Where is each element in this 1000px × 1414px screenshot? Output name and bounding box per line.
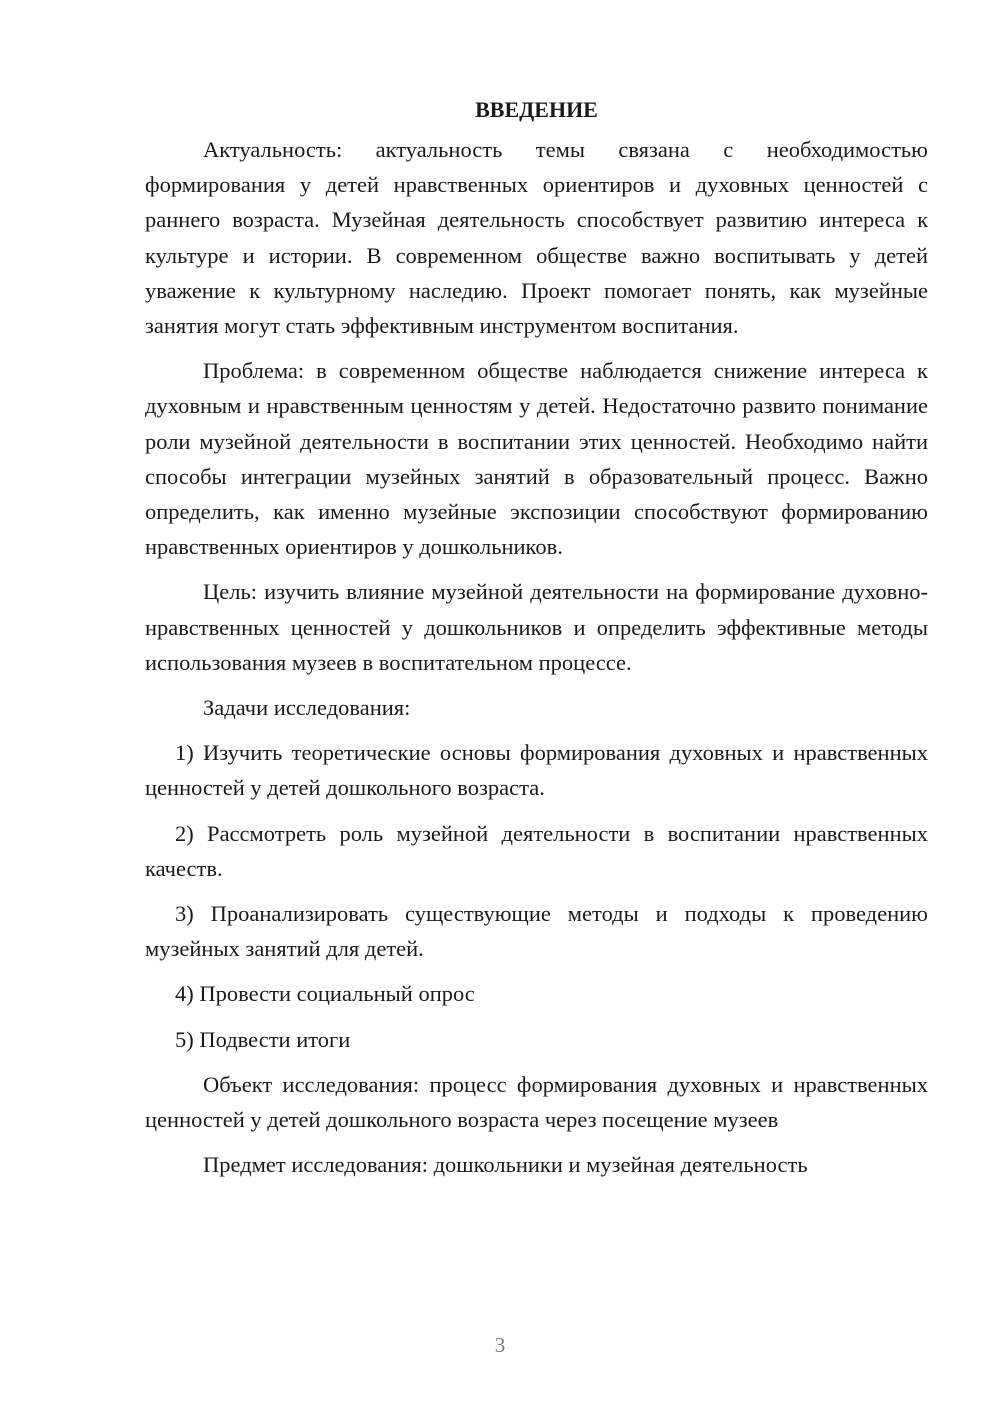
task-item-1: 1) Изучить теоретические основы формирования духовных и нравственных ценностей у детей дошкольного возраста.: [145, 740, 928, 801]
goal-paragraph: Цель: изучить влияние музейной деятельности на формирование духовно-нравственных ценностей у дошкольников и определить эффективные методы использования музеев в воспитательном процессе.: [145, 579, 928, 675]
relevance-paragraph: Актуальность: актуальность темы связана с необходимостью формирования у детей нравственных ориентиров и духовных ценностей с раннего возраста. Музейная деятельность способствует развитию интереса к культуре и истории. В современном обществе важно воспитывать у детей уважение к культурному наследию. Проект помогает понять, как музейные занятия могут стать эффективным инструментом воспитания.: [145, 137, 928, 339]
page-number: 3: [494, 1333, 506, 1357]
object-paragraph: Объект исследования: процесс формирования духовных и нравственных ценностей у детей дошкольного возраста через посещение музеев: [145, 1071, 928, 1133]
problem-paragraph: Проблема: в современном обществе наблюдается снижение интереса к духовным и нравственным ценностям у детей. Недостаточно развито понимание роли музейной деятельности в воспитании этих ценностей. Необходимо найти способы интеграции музейных занятий в образовательный процесс. Важно определить, как именно музейные экспозиции способствуют формированию нравственных ориентиров у дошкольников.: [145, 358, 928, 560]
section-title: ВВЕДЕНИЕ: [475, 97, 598, 122]
task-item-3: 3) Проанализировать существующие методы и подходы к проведению музейных занятий для детей.: [145, 901, 928, 962]
task-item-5: 5) Подвести итоги: [175, 1026, 351, 1052]
document-page: [145, 92, 928, 1182]
task-item-4: 4) Провести социальный опрос: [175, 981, 475, 1007]
tasks-heading: Задачи исследования:: [203, 695, 411, 721]
subject-paragraph: Предмет исследования: дошкольники и музейная деятельность: [203, 1152, 808, 1178]
task-item-2: 2) Рассмотреть роль музейной деятельности в воспитании нравственных качеств.: [145, 820, 928, 881]
